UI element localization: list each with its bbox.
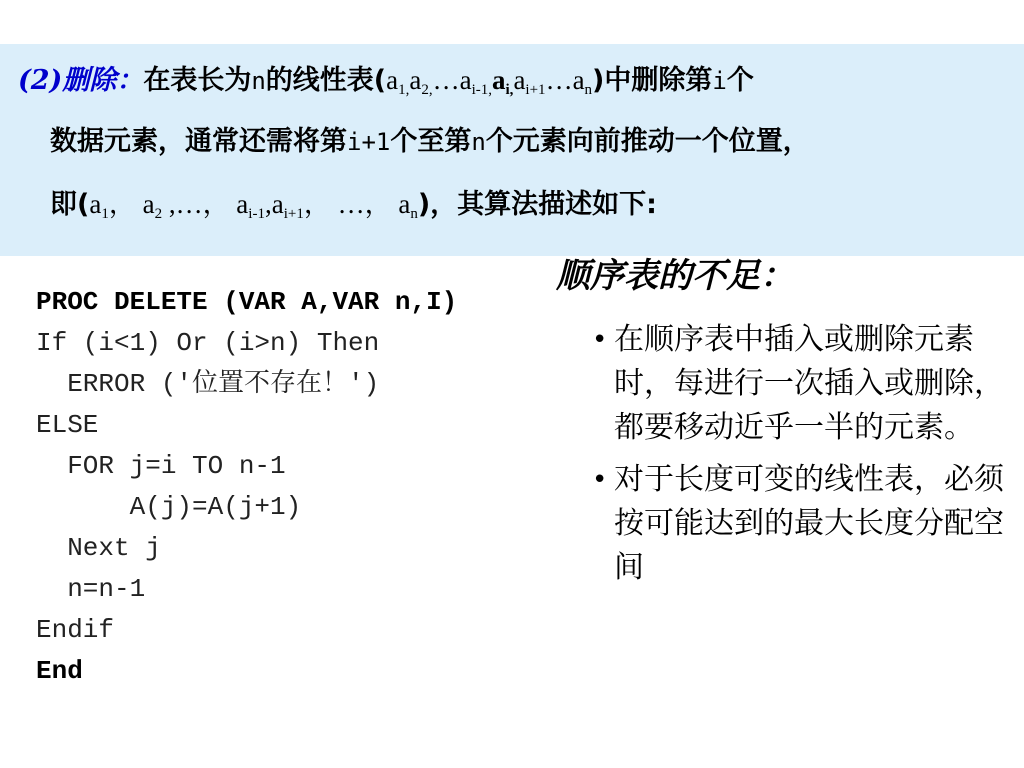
sequence-term: $,a_{i+1}$ (264, 189, 304, 222)
code-line: n=n-1 (36, 574, 146, 604)
intro-text: 数据元素，通常还需将第 (50, 126, 347, 157)
sequence-term: ， …， $a_n$ (303, 189, 418, 222)
code-line: ELSE (36, 410, 99, 440)
bullet-list (592, 318, 1022, 598)
intro-line-1 (18, 64, 754, 97)
var-n: n (251, 67, 266, 95)
intro-text: 即( (50, 189, 90, 220)
sequence-term: $a_{i+1}$ (513, 65, 546, 98)
section-label: (2)删除： (18, 65, 144, 96)
sequence-term: $\dots a_n$ (545, 65, 593, 98)
intro-line-3 (50, 188, 657, 221)
code-line: PROC DELETE (VAR A,VAR n,I) (36, 287, 458, 317)
bullet-item (592, 458, 1022, 590)
sequence-term: $a_{2,}$ (409, 65, 433, 98)
sequence-term: $a_1$ (89, 189, 109, 222)
code-line: End (36, 656, 83, 686)
bullet-text: 对于长度可变的线性表，必须按可能达到的最大长度分配空间 (614, 462, 1004, 585)
intro-text: 个元素向前推动一个位置， (485, 126, 810, 157)
bullet-text: 在顺序表中插入或删除元素时，每进行一次插入或删除，都要移动近乎一半的元素。 (614, 322, 1004, 445)
sequence-term: $a_{1,}$ (386, 65, 410, 98)
code-line: A(j)=A(j+1) (36, 492, 302, 522)
intro-text: 个至第 (390, 126, 472, 157)
intro-text: )，其算法描述如下: (417, 189, 657, 220)
sequence-term: ， $a_2$ (108, 189, 163, 222)
sequence-term: ,…， $a_{i-1}$ (162, 189, 265, 222)
code-line: Next j (36, 533, 161, 563)
intro-text: 的线性表( (265, 65, 387, 96)
bullet-dot-icon: • (592, 325, 608, 355)
sequence-term: $a_{i,}$ (492, 65, 514, 98)
intro-line-2 (50, 126, 810, 158)
aside-title: 顺序表的不足： (556, 256, 794, 296)
sequence-term: $\dots a_{i-1,}$ (432, 65, 493, 98)
code-line: ERROR ('位置不存在！') (36, 369, 380, 399)
bullet-item (592, 318, 1022, 450)
var-i: i (712, 67, 727, 95)
code-line: FOR j=i TO n-1 (36, 451, 286, 481)
code-block (36, 282, 457, 692)
expr: i+1 (347, 128, 391, 156)
sequence (89, 189, 418, 222)
sequence (386, 65, 593, 98)
var-n: n (471, 128, 486, 156)
intro-text: )中删除第 (592, 65, 713, 96)
intro-text: 在表长为 (143, 65, 252, 96)
bullet-dot-icon: • (592, 465, 608, 495)
intro-text: 个 (726, 65, 754, 96)
code-line: If (i<1) Or (i>n) Then (36, 328, 380, 358)
code-line: Endif (36, 615, 115, 645)
